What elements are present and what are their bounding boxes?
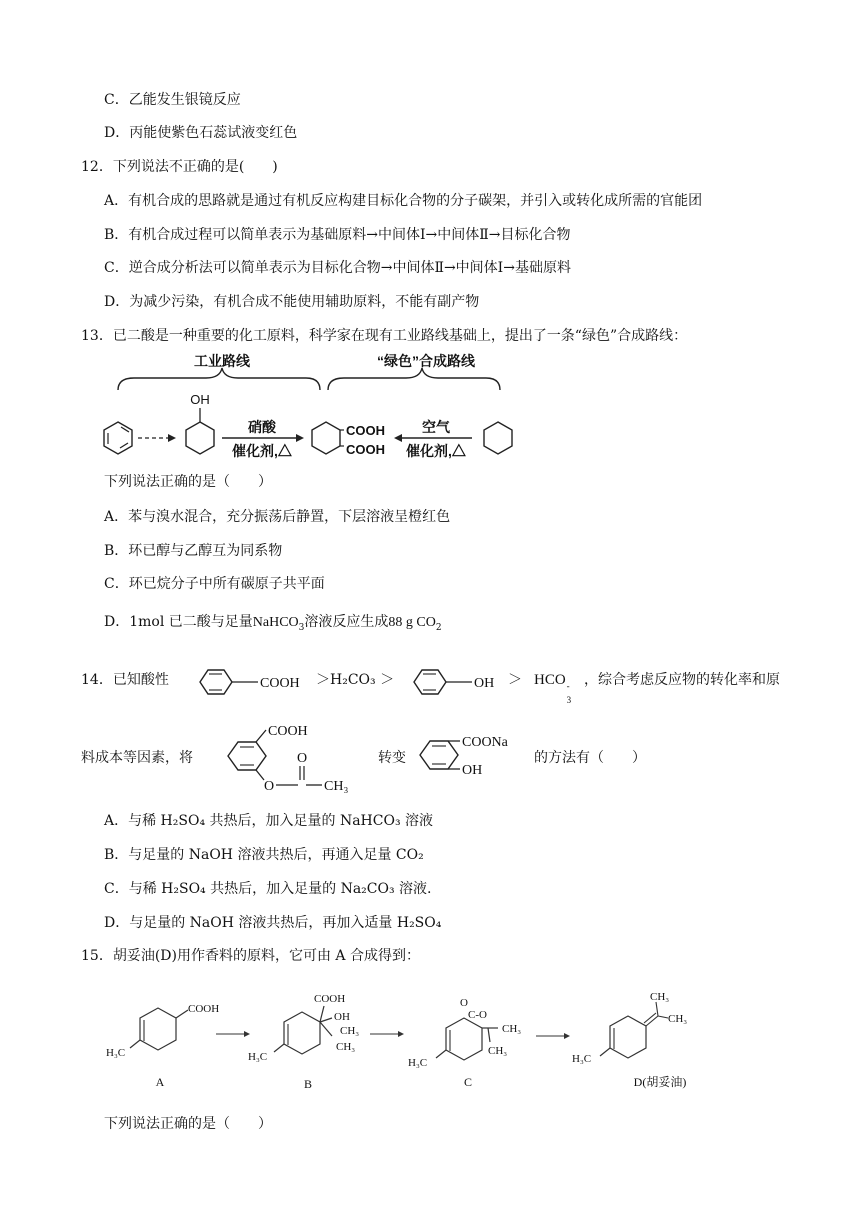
reagent-catalyst-2: 催化剂,△ <box>406 443 466 459</box>
q13-stem: 13．已二酸是一种重要的化工原料，科学家在现有工业路线基础上，提出了一条“绿色”合成路线： <box>81 328 688 344</box>
q13-sub-stem: 下列说法正确的是（ ） <box>104 474 272 490</box>
reagent-air: 空气 <box>422 419 450 435</box>
q14-gt2: ＞ <box>508 672 522 688</box>
a-cooh-label: COOH <box>188 1003 220 1015</box>
d-h3c-label: H₃C <box>572 1053 592 1065</box>
q14-line2-prefix: 料成本等因素，将 <box>81 750 193 766</box>
q15-sub-stem: 下列说法正确的是（ ） <box>104 1116 272 1132</box>
q12-option-c: C．逆合成分析法可以简单表示为目标化合物→中间体Ⅱ→中间体Ⅰ→基础原料 <box>104 260 571 276</box>
a-h3c-label: H₃C <box>106 1047 126 1059</box>
q13-option-d-prefix: D．1mol 已二酸与足量 <box>104 614 253 630</box>
cooh-label-2: COOH <box>346 442 385 457</box>
b-cooh-label: COOH <box>314 993 346 1005</box>
q13-option-a: A．苯与溴水混合，充分振荡后静置，下层溶液呈橙红色 <box>104 509 451 525</box>
c-carbonyl-o-label: O <box>460 997 468 1009</box>
nahco3-subscript: 3 <box>298 622 305 633</box>
hco3-subscript: 3 <box>566 695 572 705</box>
aspirin-cooh-label: COOH <box>268 724 308 739</box>
q14-option-a: A．与稀 H₂SO₄ 共热后，加入足量的 NaHCO₃ 溶液 <box>104 813 434 829</box>
q11-option-d: D．丙能使紫色石蕊试液变红色 <box>104 125 298 141</box>
b-oh-label: OH <box>334 1011 350 1023</box>
label-b: B <box>303 1077 313 1091</box>
phenol-structure <box>406 662 502 702</box>
co2-subscript: 2 <box>435 622 442 633</box>
q12-option-b: B．有机合成过程可以简单表示为基础原料→中间体Ⅰ→中间体Ⅱ→目标化合物 <box>104 227 571 243</box>
q13-synthesis-diagram <box>96 350 526 470</box>
salicylate-oh-label: OH <box>462 763 483 778</box>
benzoic-acid-structure <box>192 662 312 702</box>
c-h3c-label: H₃C <box>408 1057 428 1069</box>
q14-gt1: ＞H₂CO₃ ＞ <box>316 672 395 688</box>
coona-label: COONa <box>462 735 508 750</box>
b-h3c-label: H₃C <box>248 1051 268 1063</box>
cyclohexane-structure <box>484 422 512 454</box>
label-d: D(胡妥油) <box>633 1075 687 1089</box>
q13-option-d <box>104 612 442 638</box>
nahco3-formula: NaHCO <box>252 615 299 630</box>
q13-option-d-middle: 溶液反应生成 <box>304 614 389 630</box>
q14-option-d: D．与足量的 NaOH 溶液共热后，再加入适量 H₂SO₄ <box>104 915 442 931</box>
q14-stem-prefix: 14．已知酸性 <box>81 672 169 688</box>
phenol-oh-label: OH <box>474 676 495 691</box>
ester-oxygen-label: O <box>264 779 275 794</box>
cyclohexanol-structure <box>186 392 214 454</box>
compound-d-structure <box>572 991 687 1089</box>
q15-stem: 15．胡妥油(D)用作香料的原料，它可由 A 合成得到： <box>81 948 420 964</box>
industrial-route-label: 工业路线 <box>194 353 250 369</box>
q13-option-c: C．环已烷分子中所有碳原子共平面 <box>104 576 325 592</box>
methyl-label: CH₃ <box>324 779 349 794</box>
bicarbonate-formula <box>534 670 574 705</box>
carbonyl-oxygen-label: O <box>296 751 308 766</box>
hco3-charge: - <box>566 681 570 691</box>
q12-option-a: A．有机合成的思路就是通过有机反应构建目标化合物的分子碳架，并引入或转化成所需的官能团 <box>104 193 703 209</box>
adipic-acid-structure <box>312 422 385 457</box>
q12-option-d: D．为减少污染，有机合成不能使用辅助原料，不能有副产物 <box>104 294 480 310</box>
b-ch3-label-1: CH₃ <box>340 1025 360 1037</box>
sodium-salicylate-structure <box>414 730 534 780</box>
q14-option-c: C．与稀 H₂SO₄ 共热后，加入足量的 Na₂CO₃ 溶液. <box>104 881 432 897</box>
d-ch3-label-2: CH₃ <box>668 1013 688 1025</box>
q14-option-b: B．与足量的 NaOH 溶液共热后，再通入足量 CO₂ <box>104 847 424 863</box>
q13-option-b: B．环已醇与乙醇互为同系物 <box>104 543 283 559</box>
co2-mass: 88 g CO <box>388 615 436 630</box>
hco3-text: HCO <box>534 672 566 688</box>
b-ch3-label-2: CH₃ <box>336 1041 356 1053</box>
q15-synthesis-diagram <box>100 988 720 1098</box>
q14-line2-suffix: 的方法有（ ） <box>534 750 646 766</box>
benzene-structure <box>104 422 132 454</box>
c-ch3-label-2: CH₃ <box>488 1045 508 1057</box>
cooh-label-1: COOH <box>346 423 385 438</box>
green-route-label: “绿色”合成路线 <box>377 353 475 369</box>
compound-b-structure <box>248 993 359 1091</box>
c-ch3-label-1: CH₃ <box>502 1023 522 1035</box>
reagent-nitric-acid: 硝酸 <box>248 419 276 435</box>
d-ch3-label-1: CH₃ <box>650 991 670 1003</box>
benzoic-cooh-label: COOH <box>260 676 300 691</box>
compound-c-structure <box>408 997 521 1089</box>
q11-option-c: C．乙能发生银镜反应 <box>104 92 241 108</box>
q14-stem-suffix: ，综合考虑反应物的转化率和原 <box>584 672 780 688</box>
label-a: A <box>155 1075 165 1089</box>
compound-a-structure <box>106 1003 219 1089</box>
reagent-catalyst-1: 催化剂,△ <box>232 443 292 459</box>
q12-stem: 12．下列说法不正确的是( ) <box>81 159 278 175</box>
label-c: C <box>463 1075 473 1089</box>
c-lactone-label: C-O <box>468 1009 487 1021</box>
hydroxyl-label: OH <box>190 392 210 407</box>
q14-change-word: 转变 <box>378 750 406 766</box>
aspirin-structure <box>218 718 368 798</box>
